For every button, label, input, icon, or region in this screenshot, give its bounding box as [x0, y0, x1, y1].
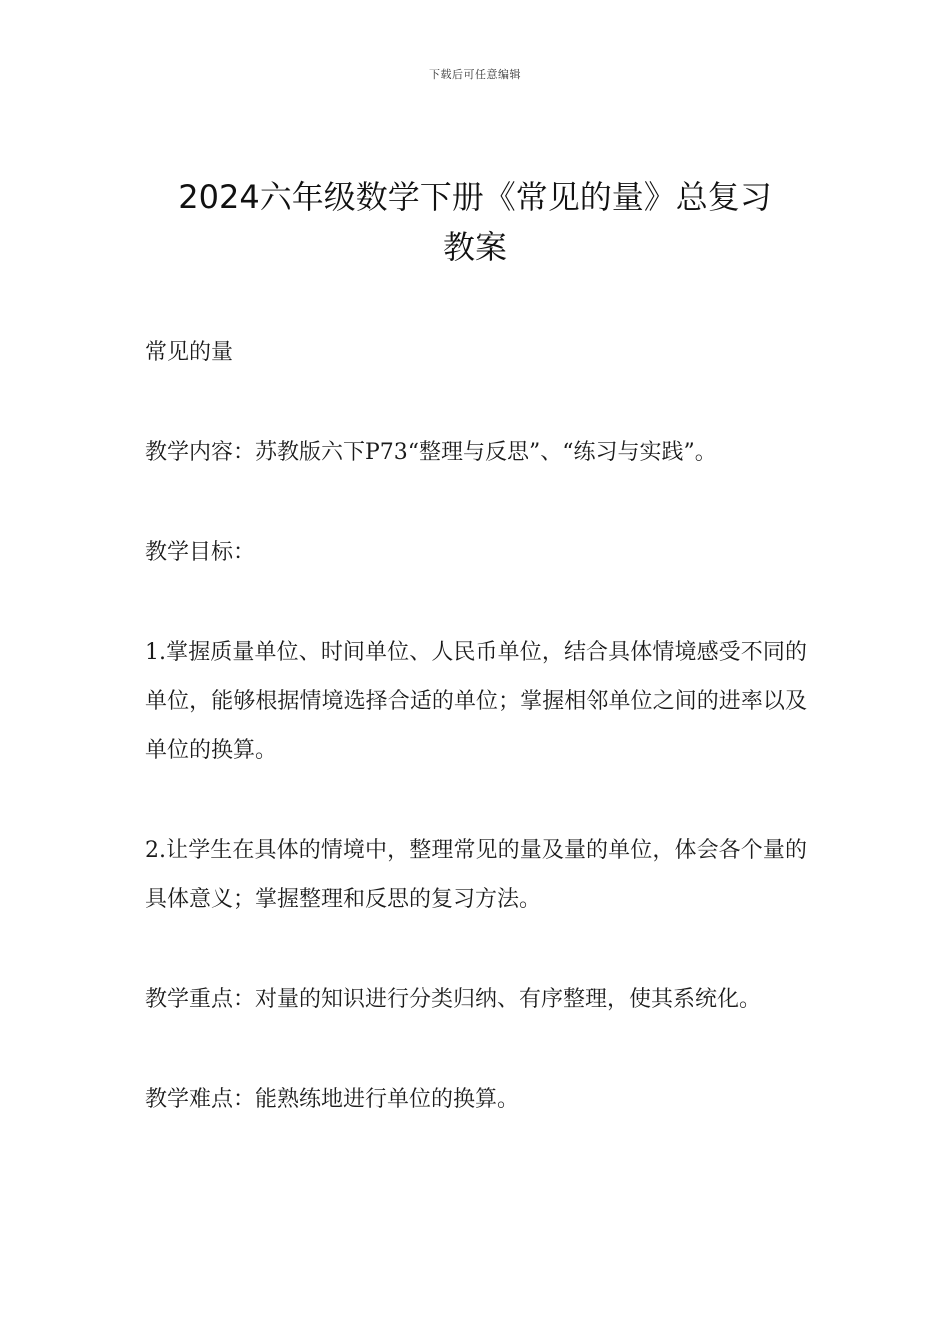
- title-line-2: 教案: [442, 228, 507, 266]
- header-note: 下载后可任意编辑: [429, 68, 521, 81]
- goal-item-2: 2.让学生在具体的情境中，整理常见的量及量的单位，体会各个量的具体意义；掌握整理和反思的复习方法。: [145, 838, 807, 912]
- teaching-difficulty-paragraph: 教学难点：能熟练地进行单位的换算。: [145, 1087, 520, 1112]
- teaching-focus-paragraph: 教学重点：对量的知识进行分类归纳、有序整理，使其系统化。: [145, 987, 762, 1012]
- teaching-content-paragraph: 教学内容：苏教版六下P73“整理与反思”、“练习与实践”。: [145, 440, 717, 465]
- goal-item-1: 1.掌握质量单位、时间单位、人民币单位，结合具体情境感受不同的单位，能够根据情境选择合适的单位；掌握相邻单位之间的进率以及单位的换算。: [145, 640, 807, 763]
- section-heading: 常见的量: [145, 340, 234, 365]
- document-title: [145, 172, 805, 272]
- document-body: [145, 328, 807, 1175]
- teaching-goals-heading: 教学目标：: [145, 540, 256, 565]
- title-line-1: 2024六年级数学下册《常见的量》总复习: [178, 178, 772, 216]
